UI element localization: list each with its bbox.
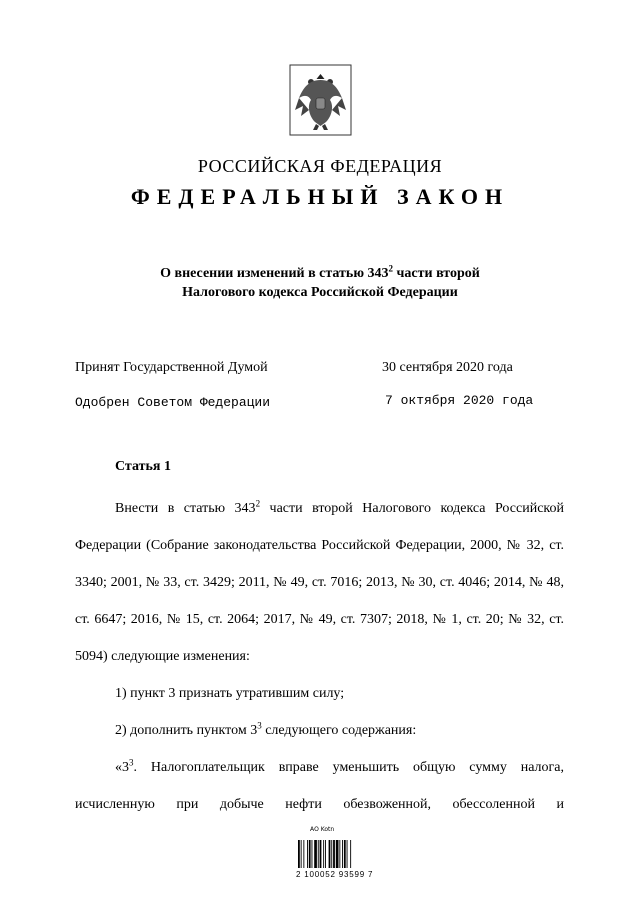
barcode-number: 2 100052 93599 7 [296, 870, 374, 879]
article-item-2: 2) дополнить пунктом $3^3$ следующего содержания: [115, 720, 417, 738]
document-barcode [296, 826, 386, 882]
document-type-title: ФЕДЕРАЛЬНЫЙ ЗАКОН [130, 184, 510, 209]
country-name: РОССИЙСКАЯ ФЕДЕРАЦИЯ [197, 156, 443, 176]
subject-line-2: Налогового кодекса Российской Федерации [182, 285, 458, 300]
coat-of-arms-emblem [289, 64, 352, 136]
council-approval-date: 7 октября 2020 года [385, 393, 534, 408]
subject-line-1: О внесении изменений в статью $343^2$ части второй [160, 263, 480, 281]
council-approval-label: Одобрен Советом Федерации [75, 395, 271, 410]
law-subject [0, 264, 640, 302]
duma-adoption-date: 30 сентября 2020 года [382, 360, 513, 375]
duma-adoption-label: Принят Государственной Думой [75, 360, 268, 375]
article-body [75, 490, 564, 823]
article-heading: Статья 1 [115, 459, 171, 474]
article-item-1: 1) пункт 3 признать утратившим силу; [115, 686, 345, 701]
article-quote-paragraph: «$3^3$. Налогоплательщик вправе уменьшить общую сумму налога, исчисленную при добыче нефти обезвоженной, обессоленной и [75, 757, 564, 812]
article-paragraph-1: Внести в статью $343^2$ части второй Налогового кодекса Российской Федерации (Собрание законодательства Российской Федерации, 2000, № 32, ст. 3340; 2001, № 33, ст. 3429; 2011, № 49, ст. 7016; 2013, № 30, ст. 4046; 2014, № 48, ст. 6647; 2016, № 15, ст. 2064; 2017, № 49, ст. 7307; 2018, № 1, ст. 20; № 32, ст. 5094) следующие изменения: [75, 498, 564, 664]
barcode-mark: АО Kotn [310, 826, 335, 833]
barcode-bars-icon [296, 840, 386, 870]
